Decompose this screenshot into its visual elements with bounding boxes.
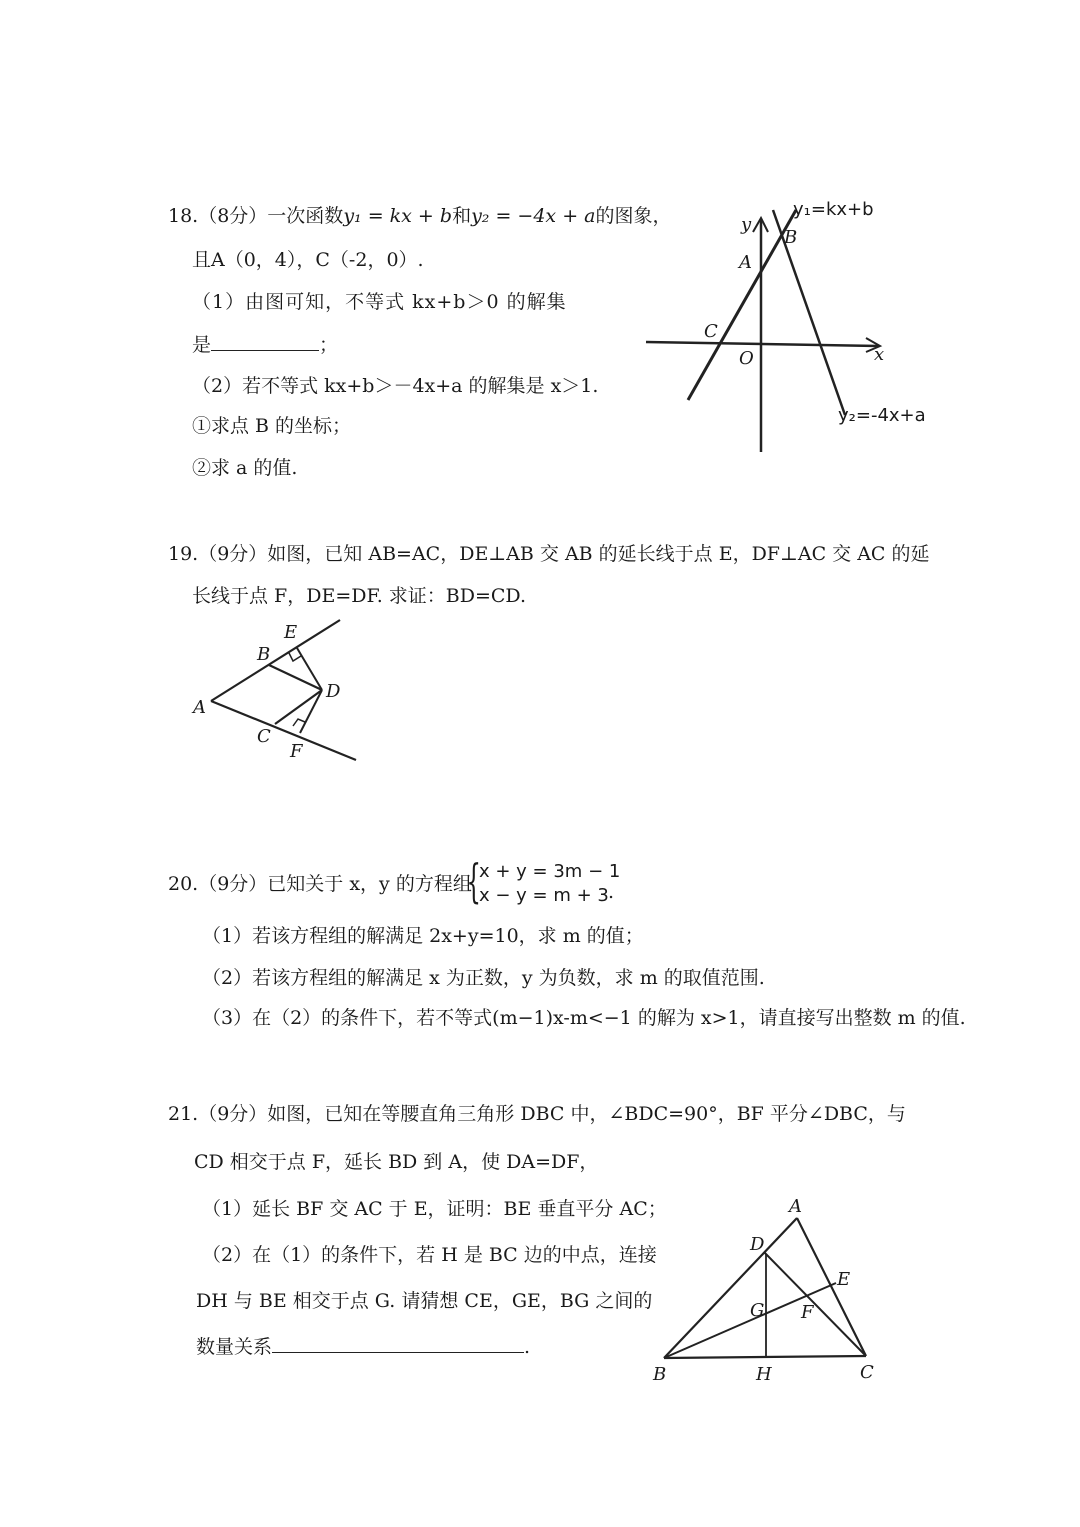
q21-line1: 21.（9分）如图，已知在等腰直角三角形 DBC 中，∠BDC=90°，BF 平分∠DBC，与 xyxy=(168,1103,906,1125)
fig19-label-D: D xyxy=(326,681,341,702)
q20-part2: （2）若该方程组的解满足 x 为正数，y 为负数，求 m 的取值范围. xyxy=(202,967,765,989)
segment-DC xyxy=(764,1252,866,1356)
q21-line2: CD 相交于点 F，延长 BD 到 A，使 DA=DF， xyxy=(194,1151,599,1173)
q19-line2: 长线于点 F，DE=DF. 求证：BD=CD. xyxy=(192,585,527,607)
label-y: y xyxy=(741,214,752,235)
label-O: O xyxy=(739,348,754,369)
q18-y2-eq: y₂ = −4x + a xyxy=(471,205,596,227)
system-brace: { xyxy=(466,854,481,908)
segment-BA xyxy=(664,1218,797,1358)
segment-BC xyxy=(664,1356,866,1358)
fig19-label-E: E xyxy=(284,622,298,643)
q19-line1: 19.（9分）如图，已知 AB=AC，DE⊥AB 交 AB 的延长线于点 E，DF⊥AC 交 AC 的延 xyxy=(168,543,930,565)
fig21-label-F: F xyxy=(801,1302,814,1323)
q20-eq2: x − y = m + 3 xyxy=(479,885,609,906)
fig21-label-C: C xyxy=(860,1362,874,1383)
label-C: C xyxy=(704,321,718,342)
q20-eq1: x + y = 3m − 1 xyxy=(479,861,621,882)
fig21-label-H: H xyxy=(756,1364,772,1385)
q18-sub2: ②求 a 的值. xyxy=(192,457,298,479)
fig21-label-D: D xyxy=(750,1234,765,1255)
q18-part1: （1）由图可知，不等式 kx+b＞0 的解集 xyxy=(192,291,567,313)
q18-part2: （2）若不等式 kx+b＞－4x+a 的解集是 x＞1. xyxy=(192,375,599,397)
fig21-label-B: B xyxy=(653,1364,667,1385)
q21-part2-b: DH 与 BE 相交于点 G. 请猜想 CE，GE，BG 之间的 xyxy=(196,1290,653,1312)
fig19-label-A: A xyxy=(193,697,206,718)
q20-head: 20.（9分）已知关于 x，y 的方程组 xyxy=(168,873,472,895)
q21-part2-c: 数量关系 . xyxy=(196,1336,531,1358)
q21-part2-a: （2）在（1）的条件下，若 H 是 BC 边的中点，连接 xyxy=(202,1244,657,1266)
fig19-label-F: F xyxy=(290,741,303,762)
label-x: x xyxy=(874,344,885,365)
segment-AC xyxy=(797,1218,866,1356)
q18-sub1: ①求点 B 的坐标； xyxy=(192,415,352,437)
fig19-label-C: C xyxy=(257,726,271,747)
q18-y1-eq: y₁ = kx + b xyxy=(343,205,453,227)
fig19-label-B: B xyxy=(257,644,271,665)
q18-line1: 18.（8分）一次函数y₁ = kx + b和y₂ = −4x + a的图象， xyxy=(168,205,672,227)
label-y2: y₂=-4x+a xyxy=(838,405,926,426)
fig21-label-A: A xyxy=(789,1196,802,1217)
fig21-label-G: G xyxy=(750,1300,765,1321)
label-A: A xyxy=(739,252,752,273)
q18-part1-answer: 是 ； xyxy=(192,334,339,356)
q20-part3: （3）在（2）的条件下，若不等式(m−1)x-m<−1 的解为 x>1，请直接写出整数 m 的值. xyxy=(202,1007,966,1029)
q20-period: . xyxy=(608,881,615,903)
q20-part1: （1）若该方程组的解满足 2x+y=10，求 m 的值； xyxy=(202,925,644,947)
fig21-label-E: E xyxy=(837,1269,851,1290)
q21-part1: （1）延长 BF 交 AC 于 E，证明：BE 垂直平分 AC； xyxy=(202,1198,667,1220)
q18-line2: 且A（0，4），C（-2，0）. xyxy=(192,249,424,271)
label-y1: y₁=kx+b xyxy=(793,199,874,220)
label-B: B xyxy=(784,227,798,248)
